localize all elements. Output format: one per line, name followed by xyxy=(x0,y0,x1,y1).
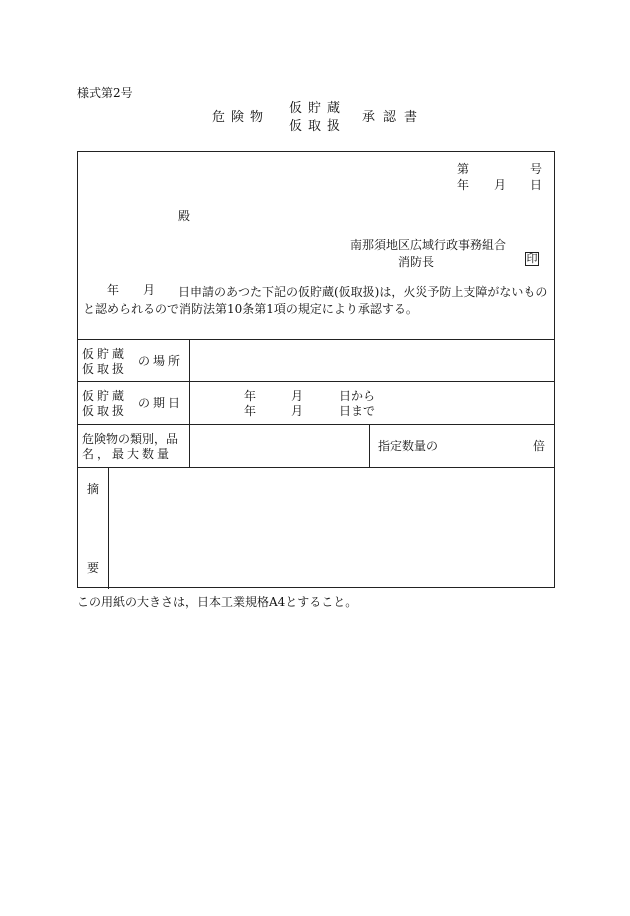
seal-mark: 印 xyxy=(526,252,538,265)
period-until-day: 日まで xyxy=(339,404,376,418)
period-label-suffix: の期日 xyxy=(138,396,184,410)
quantity-label: 指定数量の xyxy=(378,439,439,453)
date-day: 日 xyxy=(530,178,543,192)
period-from-day: 日から xyxy=(339,389,376,403)
label-divider xyxy=(189,339,190,467)
date-year: 年 xyxy=(457,178,470,192)
body-month: 月 xyxy=(143,283,156,297)
remarks-label-top: 摘 xyxy=(87,482,100,496)
row-divider xyxy=(78,339,554,340)
issuer-org: 南那須地区広域行政事務組合 xyxy=(350,238,507,252)
date-month: 月 xyxy=(494,178,507,192)
items-label-line2: 名，最大数量 xyxy=(82,447,173,461)
number-suffix: 号 xyxy=(530,162,543,176)
approval-statement: 日申請のあつた下記の仮貯蔵(仮取扱)は，火災予防上支障がないものと認められるので消防法第10条第1項の規定により承認する。 xyxy=(83,285,548,316)
body-year: 年 xyxy=(107,283,120,297)
title-part2-line2: 仮取扱 xyxy=(289,119,347,134)
place-label-line1: 仮貯蔵 xyxy=(82,347,128,361)
number-prefix: 第 xyxy=(457,162,470,176)
row-divider xyxy=(78,424,554,425)
form-table xyxy=(77,151,555,588)
items-label-line1: 危険物の類別，品 xyxy=(82,432,179,446)
form-number: 様式第2号 xyxy=(77,86,133,100)
period-from-month: 月 xyxy=(291,389,304,403)
period-until-month: 月 xyxy=(291,404,304,418)
place-label-line2: 仮取扱 xyxy=(82,362,128,376)
remarks-divider xyxy=(108,467,109,589)
row-divider xyxy=(78,467,554,468)
quantity-unit: 倍 xyxy=(533,439,546,453)
period-label-line1: 仮貯蔵 xyxy=(82,389,128,403)
remarks-label-bottom: 要 xyxy=(87,561,100,575)
addressee-suffix: 殿 xyxy=(178,209,191,223)
row-divider xyxy=(78,381,554,382)
title-part1: 危険物 xyxy=(212,110,270,125)
place-label-suffix: の場所 xyxy=(138,354,184,368)
period-label-line2: 仮取扱 xyxy=(82,404,128,418)
issuer-title: 消防長 xyxy=(398,255,435,269)
title-part2-line1: 仮貯蔵 xyxy=(289,101,347,116)
footnote: この用紙の大きさは，日本工業規格A4とすること。 xyxy=(77,595,358,609)
title-part3: 承認書 xyxy=(362,110,426,125)
period-from-year: 年 xyxy=(244,389,257,403)
quantity-divider xyxy=(369,424,370,467)
period-until-year: 年 xyxy=(244,404,257,418)
